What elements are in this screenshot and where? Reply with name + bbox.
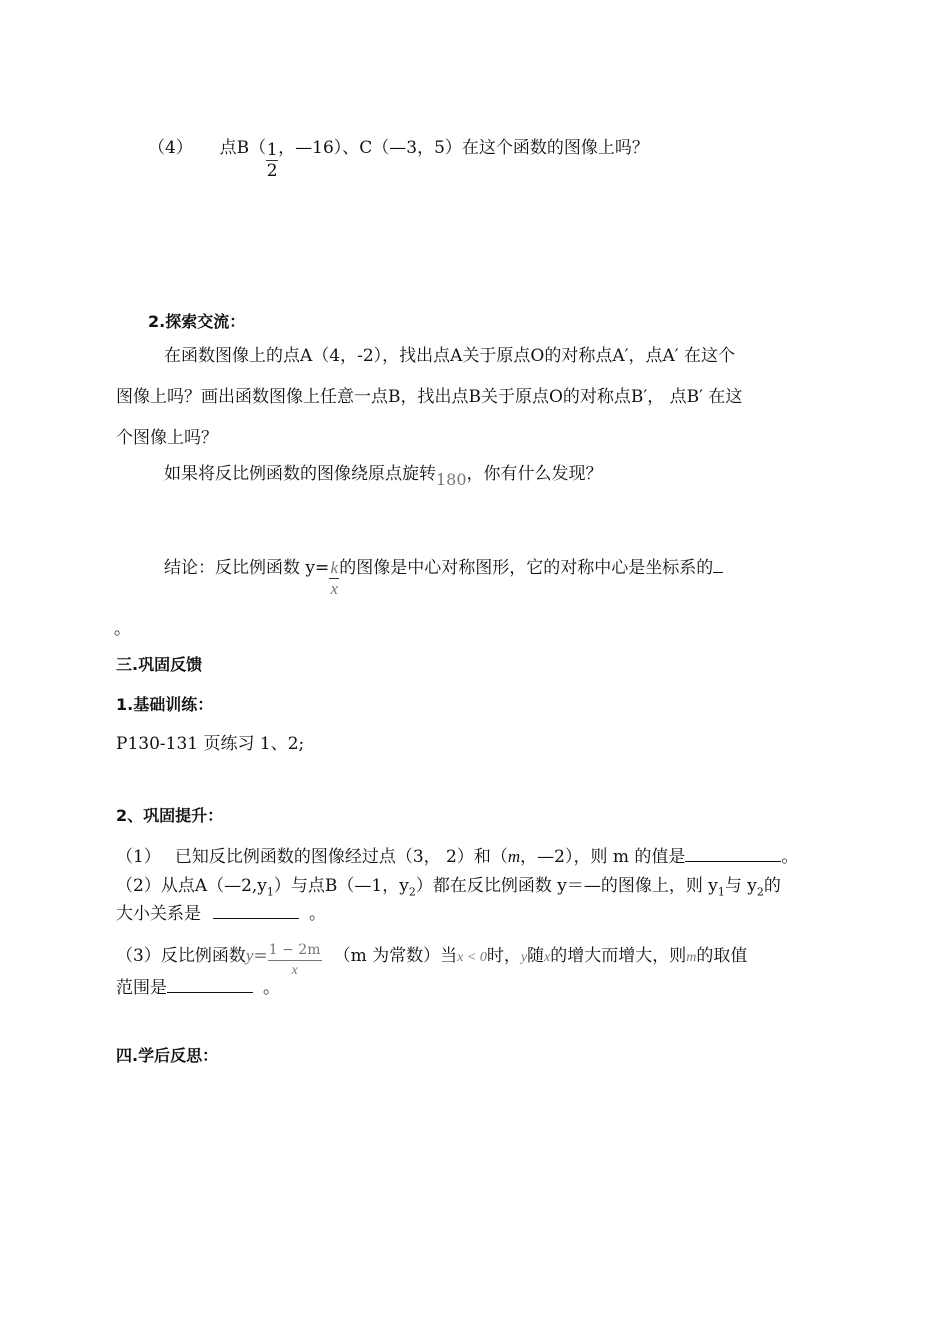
- fraction-numerator: 1: [266, 140, 278, 160]
- variable-y: y: [245, 946, 254, 965]
- conclusion-text-a: 结论：反比例函数 y=: [164, 558, 330, 578]
- explore-para2-tail: ，你有什么发现？: [466, 464, 603, 484]
- problem-2-text-d: 与 y: [724, 876, 757, 896]
- problem-3-text-e: 的增大而增大，则: [550, 946, 687, 966]
- answer-blank-2[interactable]: [213, 900, 299, 919]
- explore-para1-line3: 个图像上吗？: [116, 428, 218, 448]
- question-4-text-b: ，—16）、C（—3，5）在这个函数的图像上吗？: [278, 138, 649, 158]
- problem-1-end: 。: [781, 847, 799, 867]
- basic-training-heading: 1.基础训练：: [116, 695, 214, 714]
- explore-para2-text: 如果将反比例函数的图像绕原点旋转: [164, 464, 436, 484]
- conclusion-end: 。: [114, 619, 131, 639]
- problem-3-line2: [116, 974, 280, 999]
- problem-3-text-c: 时，: [486, 946, 521, 966]
- problem-3-text-a: （3）反比例函数: [116, 946, 246, 966]
- improve-heading: 2、巩固提升：: [116, 806, 224, 825]
- variable-y-2: y: [520, 950, 528, 965]
- problem-2-line2: [116, 900, 326, 925]
- problem-1-label: （1）: [116, 847, 161, 867]
- problem-3-line2-text: 范围是: [116, 978, 167, 998]
- problem-2-line2-text: 大小关系是: [116, 904, 201, 924]
- problem-3-text-f: 的取值: [696, 946, 748, 966]
- question-4-label: （4）: [148, 138, 193, 158]
- problem-3-text-d: 随: [527, 946, 545, 966]
- problem-1-text-b: ，—2），则 m 的值是: [520, 847, 686, 867]
- conclusion-text-b: 的图像是中心对称图形，它的对称中心是坐标系的: [339, 558, 714, 578]
- subscript-1: 1: [266, 885, 274, 899]
- problem-2-end: 。: [309, 904, 326, 924]
- explore-para2: [164, 463, 603, 489]
- fraction-one-half: [266, 140, 278, 181]
- section4-heading: 四.学后反思：: [116, 1046, 219, 1065]
- subscript-2: 2: [408, 885, 416, 899]
- explore-para1-line1: 在函数图像上的点A（4，-2），找出点A关于原点O的对称点A′，点A′ 在这个: [164, 346, 736, 366]
- answer-blank-3[interactable]: [167, 974, 253, 993]
- rotation-angle: 180: [436, 470, 467, 489]
- fraction-denominator: 2: [266, 161, 278, 181]
- problem-2-text-a: （2）从点A（—2,y: [116, 876, 267, 896]
- fraction-numerator: k: [330, 558, 339, 577]
- equals-sign: =: [253, 946, 268, 966]
- problem-1-text: 已知反比例函数的图像经过点（3， 2）和（: [174, 847, 508, 867]
- subscript-1b: 1: [717, 885, 725, 899]
- variable-x: x: [544, 950, 551, 965]
- problem-1: [116, 843, 798, 868]
- explore-para1-line2: 图像上吗？画出函数图像上任意一点B，找出点B关于原点O的对称点B′， 点B′ 在这: [116, 387, 743, 407]
- fraction-k-over-x: [329, 558, 339, 599]
- section3-heading: 三.巩固反馈: [116, 655, 203, 674]
- subscript-2b: 2: [756, 885, 764, 899]
- problem-2-text-c: ）都在反比例函数 y＝—的图像上，则 y: [415, 876, 718, 896]
- basic-training-text: P130-131 页练习 1、2;: [116, 734, 305, 754]
- problem-2-text-e: 的: [763, 876, 781, 896]
- problem-3-end: 。: [263, 978, 280, 998]
- problem-3-text-b: （m 为常数）当: [333, 946, 458, 966]
- fraction-denominator: x: [291, 963, 298, 978]
- variable-m: m: [507, 847, 521, 866]
- problem-3-line1: [116, 936, 747, 977]
- answer-blank[interactable]: [713, 554, 723, 573]
- fraction-numerator: 1 − 2m: [268, 942, 321, 958]
- answer-blank-1[interactable]: [685, 843, 781, 862]
- fraction-denominator: x: [330, 579, 339, 598]
- problem-2-text-b: ）与点B（—1，y: [273, 876, 409, 896]
- variable-m-2: m: [686, 950, 697, 965]
- question-4: [148, 128, 649, 181]
- question-4-text-a: 点B（: [219, 138, 267, 158]
- explore-heading: 2.探索交流：: [148, 312, 246, 331]
- condition-x-negative: x < 0: [457, 950, 487, 965]
- conclusion: [164, 548, 723, 598]
